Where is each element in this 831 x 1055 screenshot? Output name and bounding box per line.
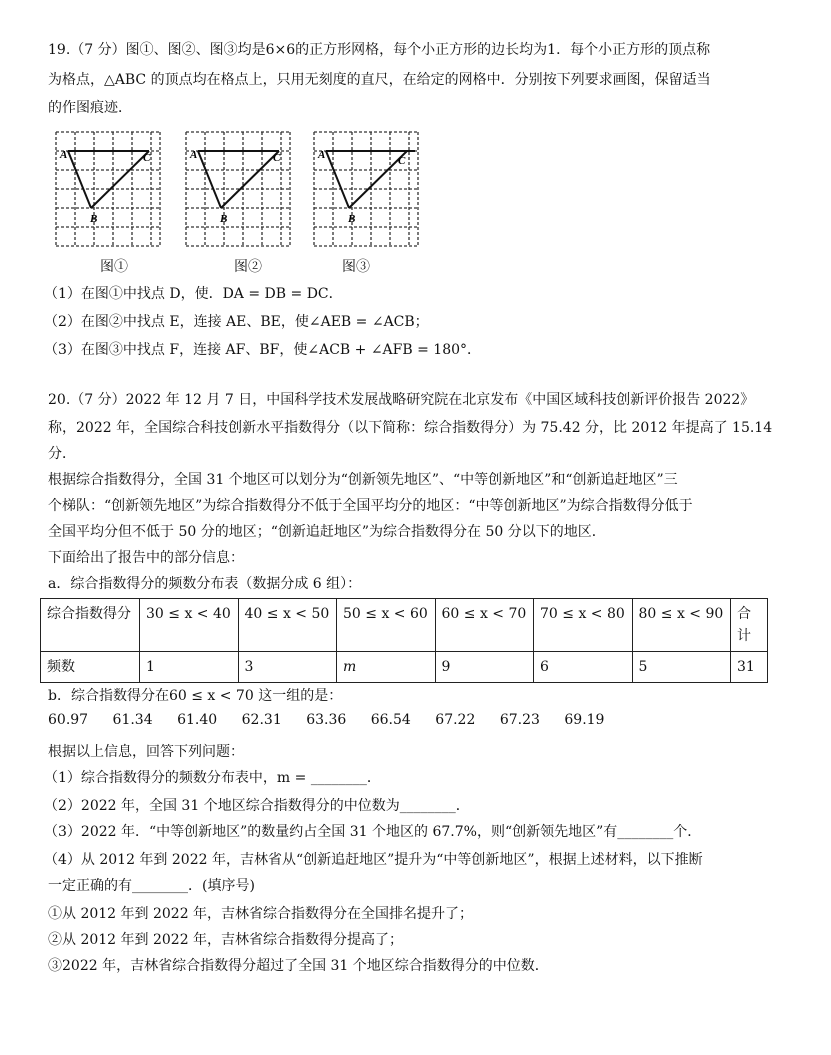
- q20-sub4b: 一定正确的有________．(填序号): [48, 878, 255, 894]
- q20-line2: 称，2022 年，全国综合科技创新水平指数得分（以下简称：综合指数得分）为 75.42 分，比 2012 年提高了 15.14: [48, 420, 773, 436]
- count-cell: 9: [435, 652, 534, 683]
- frequency-table: [40, 598, 768, 683]
- q19-line2: 为格点，△ABC 的顶点均在格点上，只用无刻度的直尺，在给定的网格中．分别按下列要求画图，保留适当: [48, 72, 711, 88]
- q19-line1: 19.（7 分）图①、图②、图③均是6×6的正方形网格，每个小正方形的边长均为1．每个小正方形的顶点称: [48, 42, 711, 58]
- interval-cell: 50 ≤ x < 60: [337, 599, 436, 652]
- b-line: b．综合指数得分在60 ≤ x < 70 这一组的是：: [48, 688, 343, 704]
- value-item: 67.22: [435, 712, 476, 728]
- q20-sub2: （2）2022 年，全国 31 个地区综合指数得分的中位数为________．: [44, 798, 470, 814]
- total-cell: 31: [731, 652, 768, 683]
- point-label-b: B: [348, 213, 356, 225]
- figure-3-caption: 图③: [342, 259, 370, 275]
- q20-line4: 根据综合指数得分，全国 31 个地区可以划分为“创新领先地区”、“中等创新地区”和“创新追赶地区”三: [48, 472, 678, 488]
- q20-line7: 下面给出了报告中的部分信息：: [48, 550, 244, 566]
- count-cell: 6: [534, 652, 633, 683]
- q20-option3: ③2022 年，吉林省综合指数得分超过了全国 31 个地区综合指数得分的中位数．: [48, 958, 549, 974]
- q19-figures: [52, 128, 406, 278]
- point-label-a: A: [318, 149, 326, 161]
- table-row: [41, 652, 768, 683]
- point-label-a: A: [60, 149, 68, 161]
- interval-cell: 80 ≤ x < 90: [632, 599, 731, 652]
- value-item: 60.97: [48, 712, 89, 728]
- table-intro: a．综合指数得分的频数分布表（数据分成 6 组）：: [48, 576, 362, 592]
- total-header: 合计: [731, 599, 768, 652]
- grid-figure-3: [310, 128, 422, 250]
- q20-sub4a: （4）从 2012 年到 2022 年，吉林省从“创新追赶地区”提升为“中等创新地区”，根据上述材料，以下推断: [44, 852, 703, 868]
- q20-sub3: （3）2022 年．“中等创新地区”的数量约占全国 31 个地区的 67.7%，则“创新领先地区”有________个．: [44, 824, 702, 840]
- q20-line5: 个梯队：“创新领先地区”为综合指数得分不低于全国平均分的地区：“中等创新地区”为综合指数得分低于: [48, 498, 693, 514]
- point-label-b: B: [90, 213, 98, 225]
- q19-part3: （3）在图③中找点 F，连接 AF、BF，使∠ACB + ∠AFB = 180°．: [44, 342, 482, 358]
- interval-cell: 30 ≤ x < 40: [140, 599, 239, 652]
- figure-1-caption: 图①: [100, 259, 128, 275]
- count-cell: 3: [238, 652, 337, 683]
- q19-line3: 的作图痕迹．: [48, 100, 132, 116]
- value-item: 61.40: [177, 712, 218, 728]
- q20-option1: ①从 2012 年到 2022 年，吉林省综合指数得分在全国排名提升了；: [48, 906, 474, 922]
- point-label-b: B: [220, 213, 228, 225]
- row-header-frequency: 频数: [41, 652, 140, 683]
- interval-cell: 70 ≤ x < 80: [534, 599, 633, 652]
- q19-part1: （1）在图①中找点 D，使．DA = DB = DC．: [44, 286, 343, 302]
- q20-prompt: 根据以上信息，回答下列问题：: [48, 744, 244, 760]
- point-label-a: A: [190, 149, 198, 161]
- q20-line3: 分．: [48, 446, 76, 462]
- value-item: 61.34: [112, 712, 153, 728]
- grid-figure-2: [182, 128, 294, 250]
- count-cell: 5: [632, 652, 731, 683]
- value-item: 62.31: [241, 712, 282, 728]
- q20-line1: 20.（7 分）2022 年 12 月 7 日，中国科学技术发展战略研究院在北京发布《中国区域科技创新评价报告 2022》: [48, 392, 755, 408]
- grid-figure-1: [52, 128, 164, 250]
- value-item: 67.23: [499, 712, 540, 728]
- q20-option2: ②从 2012 年到 2022 年，吉林省综合指数得分提高了；: [48, 932, 404, 948]
- data-values: [48, 712, 624, 728]
- point-label-c: C: [398, 155, 406, 167]
- count-cell: 1: [140, 652, 239, 683]
- figure-2-caption: 图②: [234, 259, 262, 275]
- table-row: [41, 599, 768, 652]
- interval-cell: 60 ≤ x < 70: [435, 599, 534, 652]
- value-item: 63.36: [306, 712, 347, 728]
- count-cell: m: [337, 652, 436, 683]
- q20-sub1: （1）综合指数得分的频数分布表中，m = ________．: [44, 770, 381, 786]
- q19-part2: （2）在图②中找点 E，连接 AE、BE，使∠AEB = ∠ACB；: [44, 314, 429, 330]
- row-header-score: 综合指数得分: [41, 599, 140, 652]
- point-label-c: C: [143, 152, 151, 164]
- q20-line6: 全国平均分但不低于 50 分的地区；“创新追赶地区”为综合指数得分在 50 分以下的地区．: [48, 524, 606, 540]
- interval-cell: 40 ≤ x < 50: [238, 599, 337, 652]
- value-item: 69.19: [564, 712, 605, 728]
- point-label-c: C: [273, 152, 281, 164]
- value-item: 66.54: [370, 712, 411, 728]
